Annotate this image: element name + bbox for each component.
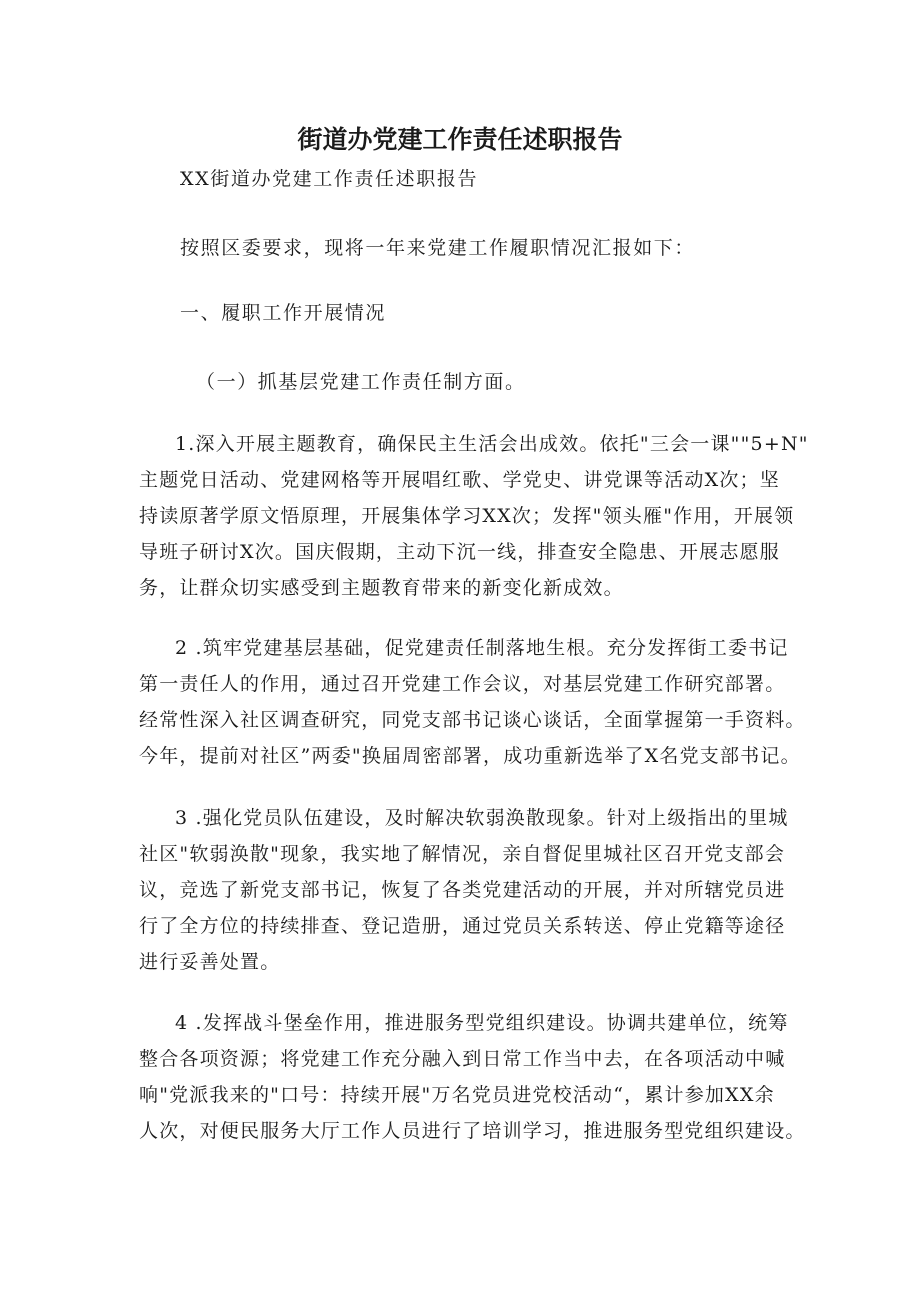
paragraph-line: 3 .强化党员队伍建设，及时解决软弱涣散现象。针对上级指出的里城 xyxy=(175,807,789,829)
paragraph-line: 1.深入开展主题教育，确保民主生活会出成效。依托"三会一课""5+N" xyxy=(175,433,809,455)
paragraph-line: 经常性深入社区调查研究，同党支部书记谈心谈话，全面掌握第一手资料。 xyxy=(139,709,806,731)
body-paragraph-1 xyxy=(139,426,809,606)
paragraph-line: 第一责任人的作用，通过召开党建工作会议，对基层党建工作研究部署。 xyxy=(139,673,786,695)
section-heading: 一、履职工作开展情况 xyxy=(180,302,387,324)
paragraph-line: 导班子研讨X次。国庆假期，主动下沉一线，排查安全隐患、开展志愿服 xyxy=(139,541,780,563)
body-paragraph-3 xyxy=(139,800,789,980)
paragraph-line: 主题党日活动、党建网格等开展唱红歌、学党史、讲党课等活动X次；坚 xyxy=(139,469,780,491)
paragraph-line: 行了全方位的持续排查、登记造册，通过党员关系转送、停止党籍等途径 xyxy=(139,915,786,937)
paragraph-line: 人次，对便民服务大厅工作人员进行了培训学习，推进服务型党组织建设。 xyxy=(139,1120,806,1142)
document-subtitle: XX街道办党建工作责任述职报告 xyxy=(180,168,479,190)
paragraph-line: 整合各项资源；将党建工作充分融入到日常工作当中去，在各项活动中喊 xyxy=(139,1048,786,1070)
paragraph-line: 响"党派我来的"口号：持续开展"万名党员进党校活动“，累计参加XX余 xyxy=(139,1084,775,1106)
document-title: 街道办党建工作责任述职报告 xyxy=(297,125,623,154)
paragraph-line: 4 .发挥战斗堡垒作用，推进服务型党组织建设。协调共建单位，统筹 xyxy=(175,1012,789,1034)
paragraph-line: 务，让群众切实感受到主题教育带来的新变化新成效。 xyxy=(139,577,624,599)
body-paragraph-4 xyxy=(139,1005,806,1149)
body-paragraph-2 xyxy=(139,630,806,774)
paragraph-line: 议，竞选了新党支部书记，恢复了各类党建活动的开展，并对所辖党员进 xyxy=(139,879,786,901)
paragraph-line: 进行妥善处置。 xyxy=(139,951,281,973)
paragraph-line: 持读原著学原文悟原理，开展集体学习XX次；发挥"领头雁"作用，开展领 xyxy=(139,505,795,527)
paragraph-line: 今年，提前对社区”两委"换届周密部署，成功重新选举了X名党支部书记。 xyxy=(139,745,801,767)
intro-paragraph: 按照区委要求，现将一年来党建工作履职情况汇报如下： xyxy=(180,237,696,259)
subsection-heading: （一）抓基层党建工作责任制方面。 xyxy=(196,371,526,393)
paragraph-line: 2 .筑牢党建基层基础，促党建责任制落地生根。充分发挥街工委书记 xyxy=(175,637,789,659)
paragraph-line: 社区"软弱涣散"现象，我实地了解情况，亲自督促里城社区召开党支部会 xyxy=(139,843,786,865)
